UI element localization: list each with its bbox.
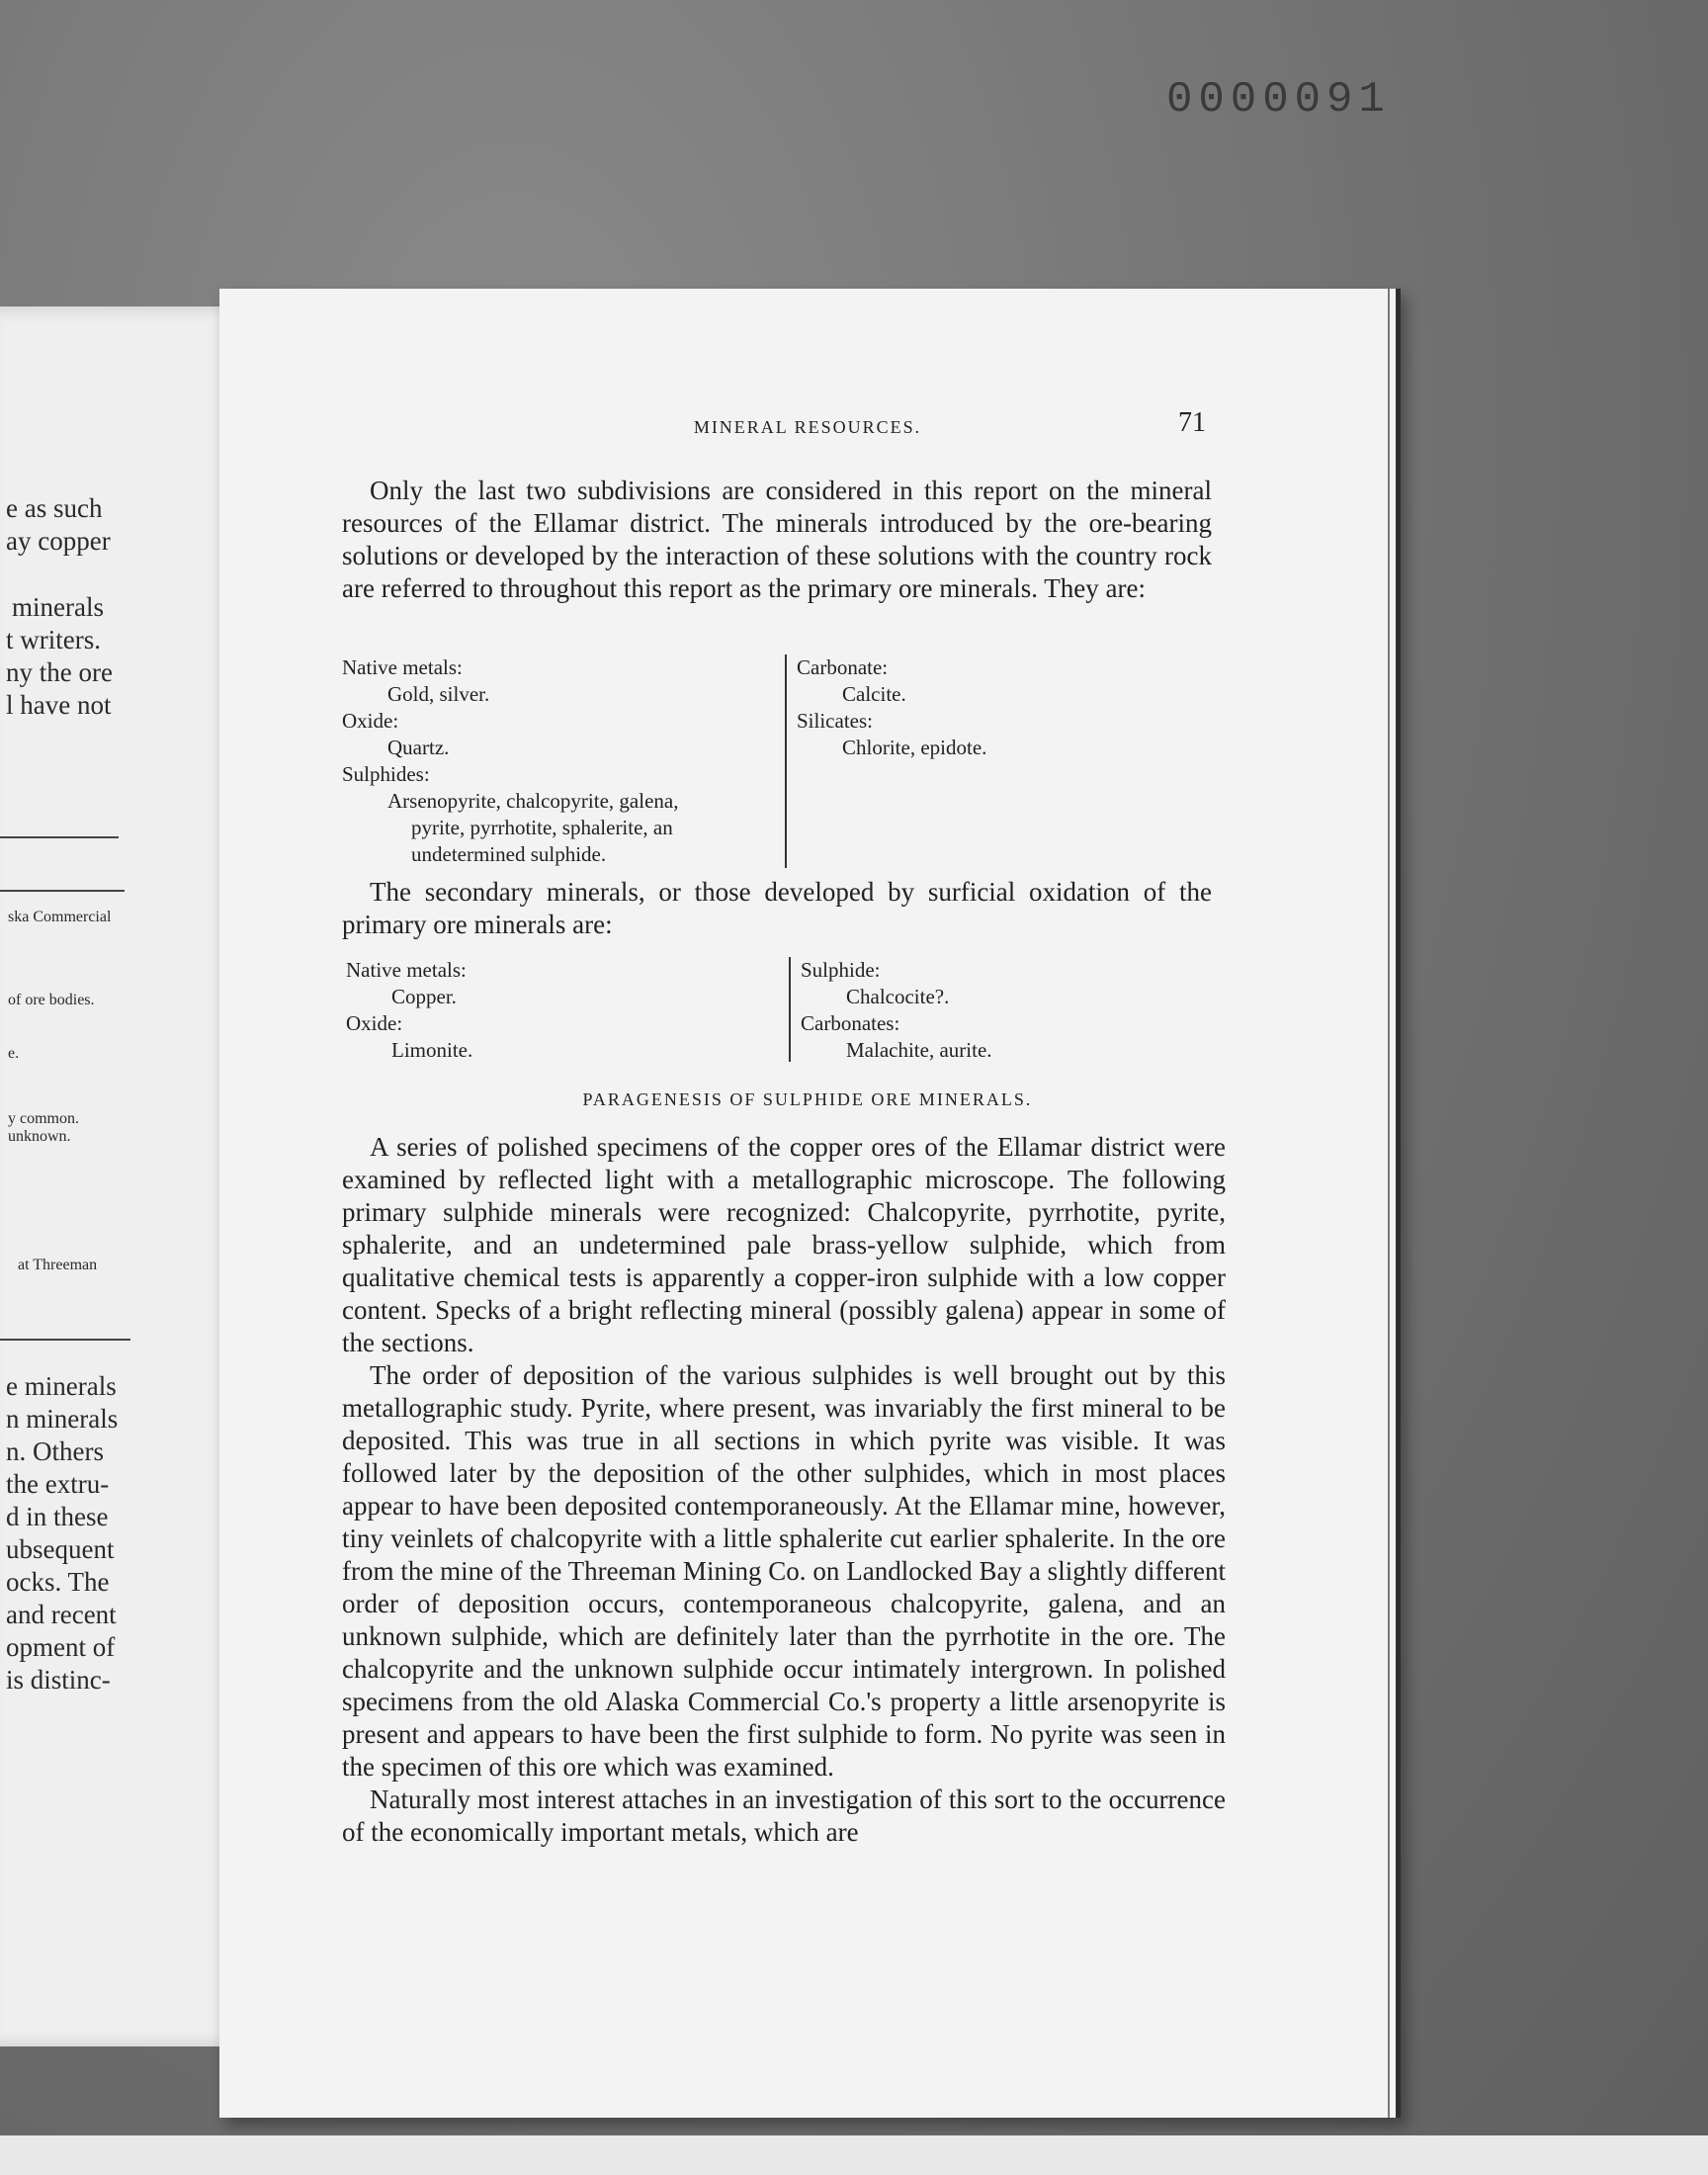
left-fragment: n minerals: [6, 1404, 119, 1434]
page-edge-line: [1388, 289, 1390, 2118]
paragraph: Naturally most interest attaches in an investigation of this sort to the occurrence of the economically important metals, which are: [342, 1784, 1226, 1847]
book-page-71: [219, 289, 1401, 2118]
list-item: Chlorite, epidote.: [842, 736, 987, 759]
intro-paragraph-block: [342, 475, 1212, 605]
left-fragment: l have not: [6, 690, 112, 720]
left-facing-page: [0, 306, 247, 2046]
left-fragment: e as such: [6, 493, 103, 523]
list-heading: Carbonates:: [801, 1011, 900, 1035]
left-fragment: ska Commercial: [8, 909, 112, 925]
left-fragment: opment of: [6, 1632, 116, 1662]
primary-list-left-column: [342, 654, 785, 868]
primary-minerals-list: [342, 654, 1192, 868]
secondary-list-left-column: [346, 957, 789, 1064]
paragenesis-body: [342, 1131, 1226, 1849]
left-rule: [0, 836, 119, 838]
secondary-minerals-list: [346, 957, 1196, 1064]
left-fragment: t writers.: [6, 625, 101, 654]
list-item: Chalcocite?.: [846, 985, 950, 1008]
secondary-paragraph-block: [342, 876, 1212, 941]
secondary-paragraph: The secondary minerals, or those developed by surficial oxidation of the primary ore minerals are:: [342, 877, 1212, 939]
left-fragment: e minerals: [6, 1371, 117, 1401]
list-item: Quartz.: [387, 736, 450, 759]
left-fragment: ubsequent: [6, 1534, 115, 1564]
intro-paragraph: Only the last two subdivisions are considered in this report on the mineral resources of the Ellamar district. The minerals introduced by the ore-bearing solutions or developed by the interaction of these solutions with the country rock are referred to throughout this report as the primary ore minerals. They are:: [342, 476, 1212, 603]
list-item: Copper.: [391, 985, 457, 1008]
list-heading: Silicates:: [797, 709, 873, 733]
left-fragment: minerals: [12, 592, 104, 622]
left-fragment: e.: [8, 1045, 20, 1062]
left-fragment: at Threeman: [18, 1257, 98, 1273]
left-rule: [0, 1339, 130, 1341]
list-heading: Native metals:: [346, 958, 467, 982]
list-item: pyrite, pyrrhotite, sphalerite, an: [411, 816, 673, 839]
left-fragment: the extru-: [6, 1469, 110, 1499]
running-head: MINERAL RESOURCES.: [693, 417, 922, 437]
left-fragment: n. Others: [6, 1436, 104, 1466]
list-heading: Native metals:: [342, 655, 463, 679]
list-item: Gold, silver.: [387, 682, 490, 706]
left-fragment: is distinc-: [6, 1665, 111, 1695]
left-fragment: and recent: [6, 1600, 117, 1629]
list-item: Limonite.: [391, 1038, 473, 1062]
list-heading: Oxide:: [346, 1011, 403, 1035]
left-rule: [0, 890, 125, 892]
list-item: Arsenopyrite, chalcopyrite, galena,: [387, 789, 679, 813]
page-number: 71: [1178, 407, 1206, 438]
list-item: undetermined sulphide.: [411, 842, 607, 866]
list-heading: Carbonate:: [797, 655, 889, 679]
primary-list-right-column: [785, 654, 1192, 868]
archive-stamp-number: 0000091: [1166, 75, 1391, 125]
left-fragment: y common.: [8, 1110, 79, 1127]
paragraph: The order of deposition of the various sulphides is well brought out by this metallographic study. Pyrite, where present, was invariably the first mineral to be deposited. This was true in all sections in which pyrite was visible. It was followed later by the deposition of the other sulphides, which in most places appear to have been deposited contemporaneously. At the Ellamar mine, however, tiny veinlets of chalcopyrite with a little sphalerite cut earlier sphalerite. In the ore from the mine of the Threeman Mining Co. on Landlocked Bay a slightly different order of deposition occurs, contemporaneous chalcopyrite, galena, and an unknown sulphide, which are definitely later than the pyrrhotite in the ore. The chalcopyrite and the unknown sulphide occur intimately intergrown. In polished specimens from the old Alaska Commercial Co.'s property a little arsenopyrite is present and appears to have been the first sulphide to form. No pyrite was seen in the specimen of this ore which was examined.: [342, 1360, 1226, 1782]
section-heading: PARAGENESIS OF SULPHIDE ORE MINERALS.: [582, 1089, 1033, 1109]
left-fragment: ocks. The: [6, 1567, 110, 1597]
list-heading: Sulphides:: [342, 762, 430, 786]
list-item: Malachite, aurite.: [846, 1038, 992, 1062]
left-fragment: ay copper: [6, 526, 111, 556]
list-heading: Sulphide:: [801, 958, 881, 982]
scanner-bottom-margin: [0, 2135, 1708, 2175]
secondary-list-right-column: [789, 957, 1196, 1062]
left-fragment: ny the ore: [6, 657, 113, 687]
paragraph: A series of polished specimens of the copper ores of the Ellamar district were examined by reflected light with a metallographic microscope. The following primary sulphide minerals were recognized: Chalcopyrite, pyrrhotite, pyrite, sphalerite, and an undetermined pale brass-yellow sulphide, which from qualitative chemical tests is apparently a copper-iron sulphide with a low copper content. Specks of a bright reflecting mineral (possibly galena) appear in some of the sections.: [342, 1132, 1226, 1357]
left-fragment: of ore bodies.: [8, 992, 95, 1008]
list-item: Calcite.: [842, 682, 906, 706]
left-fragment: d in these: [6, 1502, 109, 1531]
list-heading: Oxide:: [342, 709, 399, 733]
left-fragment: unknown.: [8, 1128, 71, 1145]
